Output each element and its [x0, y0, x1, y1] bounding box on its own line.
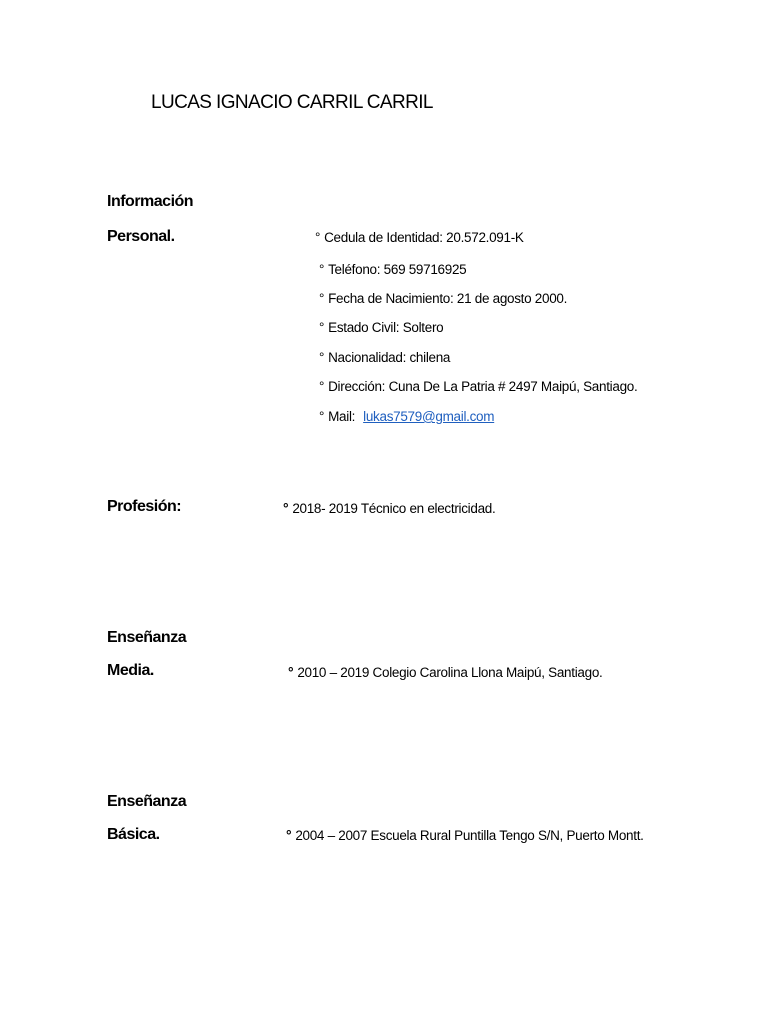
basica-item — [286, 827, 644, 843]
personal-heading-line1: Información — [107, 193, 194, 210]
bullet-icon: ° — [288, 664, 294, 680]
bullet-icon: ° — [319, 262, 325, 277]
bullet-icon: ° — [315, 230, 321, 245]
basica-item-text: 2004 – 2007 Escuela Rural Puntilla Tengo S/N, Puerto Montt. — [295, 828, 644, 843]
personal-item-birthdate — [319, 291, 567, 306]
mail-link[interactable]: lukas7579@gmail.com — [363, 409, 495, 424]
media-heading-line1: Enseñanza — [107, 629, 187, 646]
bullet-icon: ° — [283, 500, 289, 516]
personal-item-text: Cedula de Identidad: 20.572.091-K — [324, 230, 524, 245]
bullet-icon: ° — [319, 409, 325, 424]
bullet-icon: ° — [319, 379, 325, 394]
personal-item-text: Fecha de Nacimiento: 21 de agosto 2000. — [328, 291, 568, 306]
personal-item-civil-status — [319, 320, 443, 335]
media-heading-line2: Media. — [107, 662, 154, 679]
profesion-item — [283, 500, 495, 516]
basica-heading-line2: Básica. — [107, 826, 160, 843]
personal-item-text: Nacionalidad: chilena — [328, 350, 451, 365]
personal-item-text: Teléfono: 569 59716925 — [328, 262, 467, 277]
personal-item-text: Estado Civil: Soltero — [328, 320, 444, 335]
bullet-icon: ° — [286, 827, 292, 843]
basica-heading-line1: Enseñanza — [107, 793, 187, 810]
media-item-text: 2010 – 2019 Colegio Carolina Llona Maipú, Santiago. — [297, 665, 603, 680]
media-item — [288, 664, 603, 680]
mail-label: Mail: — [328, 409, 356, 424]
personal-item-mail — [319, 409, 494, 424]
personal-item-phone — [319, 262, 466, 277]
bullet-icon: ° — [319, 291, 325, 306]
bullet-icon: ° — [319, 350, 325, 365]
personal-item-id — [315, 230, 524, 245]
profesion-item-text: 2018- 2019 Técnico en electricidad. — [292, 501, 496, 516]
personal-item-text: Dirección: Cuna De La Patria # 2497 Maipú, Santiago. — [328, 379, 638, 394]
cv-name: LUCAS IGNACIO CARRIL CARRIL — [151, 92, 433, 113]
personal-item-address — [319, 379, 637, 394]
profesion-heading: Profesión: — [107, 498, 182, 515]
personal-item-nationality — [319, 350, 450, 365]
bullet-icon: ° — [319, 320, 325, 335]
personal-heading-line2: Personal. — [107, 228, 175, 245]
